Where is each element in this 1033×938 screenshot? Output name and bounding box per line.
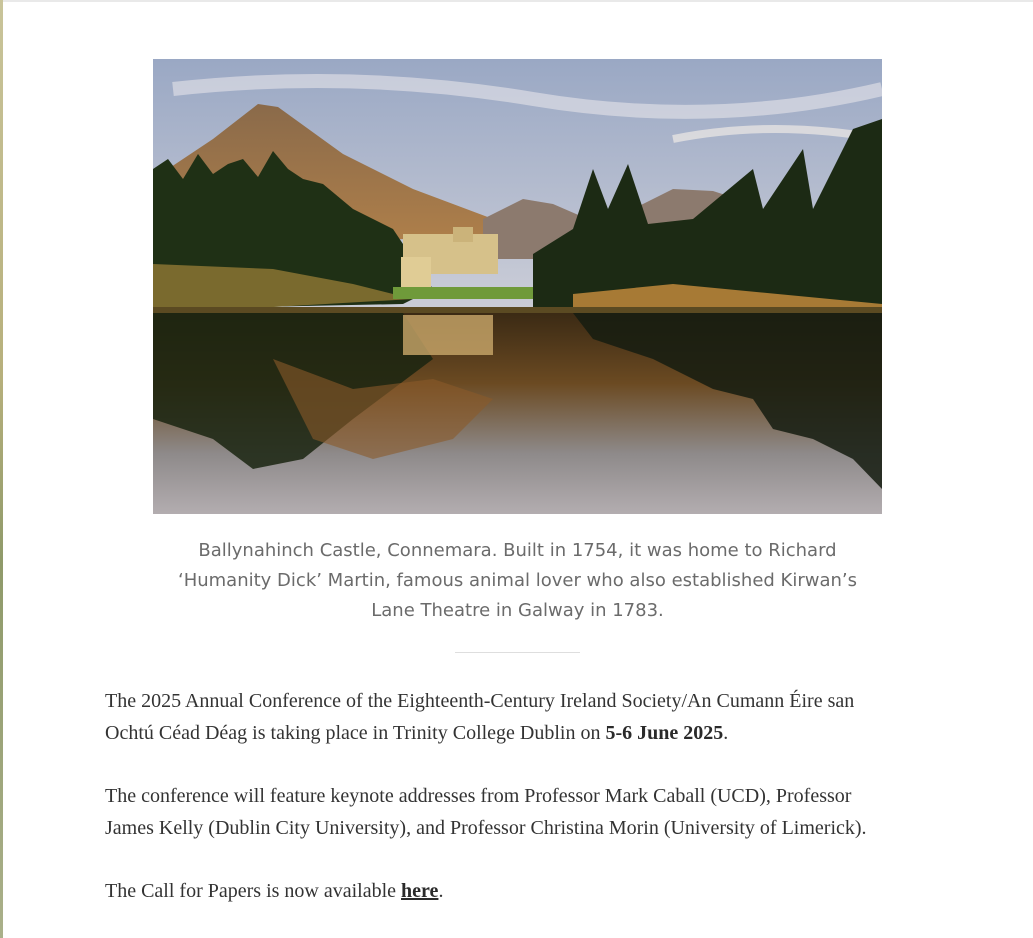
paragraph-text: . <box>438 880 444 902</box>
caption-line: Lane Theatre in Galway in 1783. <box>371 600 664 621</box>
section-divider <box>455 652 580 653</box>
conference-date: 5-6 June 2025 <box>605 722 724 744</box>
page-left-border <box>0 0 3 938</box>
paragraph-line: The conference will feature keynote addresses from Professor Mark Caball (UCD), Professor <box>105 785 852 807</box>
call-for-papers-paragraph <box>105 875 935 907</box>
keynote-paragraph <box>105 780 935 844</box>
paragraph-line: James Kelly (Dublin City University), and Professor Christina Morin (University of Limerick). <box>105 817 867 839</box>
paragraph-text: The Call for Papers is now available <box>105 880 402 902</box>
call-for-papers-link[interactable]: here <box>401 880 439 902</box>
caption-line: Ballynahinch Castle, Connemara. Built in 1754, it was home to Richard <box>198 540 837 561</box>
caption-line: ‘Humanity Dick’ Martin, famous animal lover who also established Kirwan’s <box>177 570 858 591</box>
paragraph-line: The 2025 Annual Conference of the Eighteenth-Century Ireland Society/An Cumann Éire san <box>105 690 855 712</box>
photo-caption <box>153 536 882 626</box>
paragraph-text: Ochtú Céad Déag is taking place in Trinity College Dublin on <box>105 722 606 744</box>
castle-lake-photo <box>153 59 882 514</box>
paragraph-text: . <box>723 722 729 744</box>
conference-intro-paragraph <box>105 685 935 749</box>
page-top-border <box>0 0 1033 2</box>
